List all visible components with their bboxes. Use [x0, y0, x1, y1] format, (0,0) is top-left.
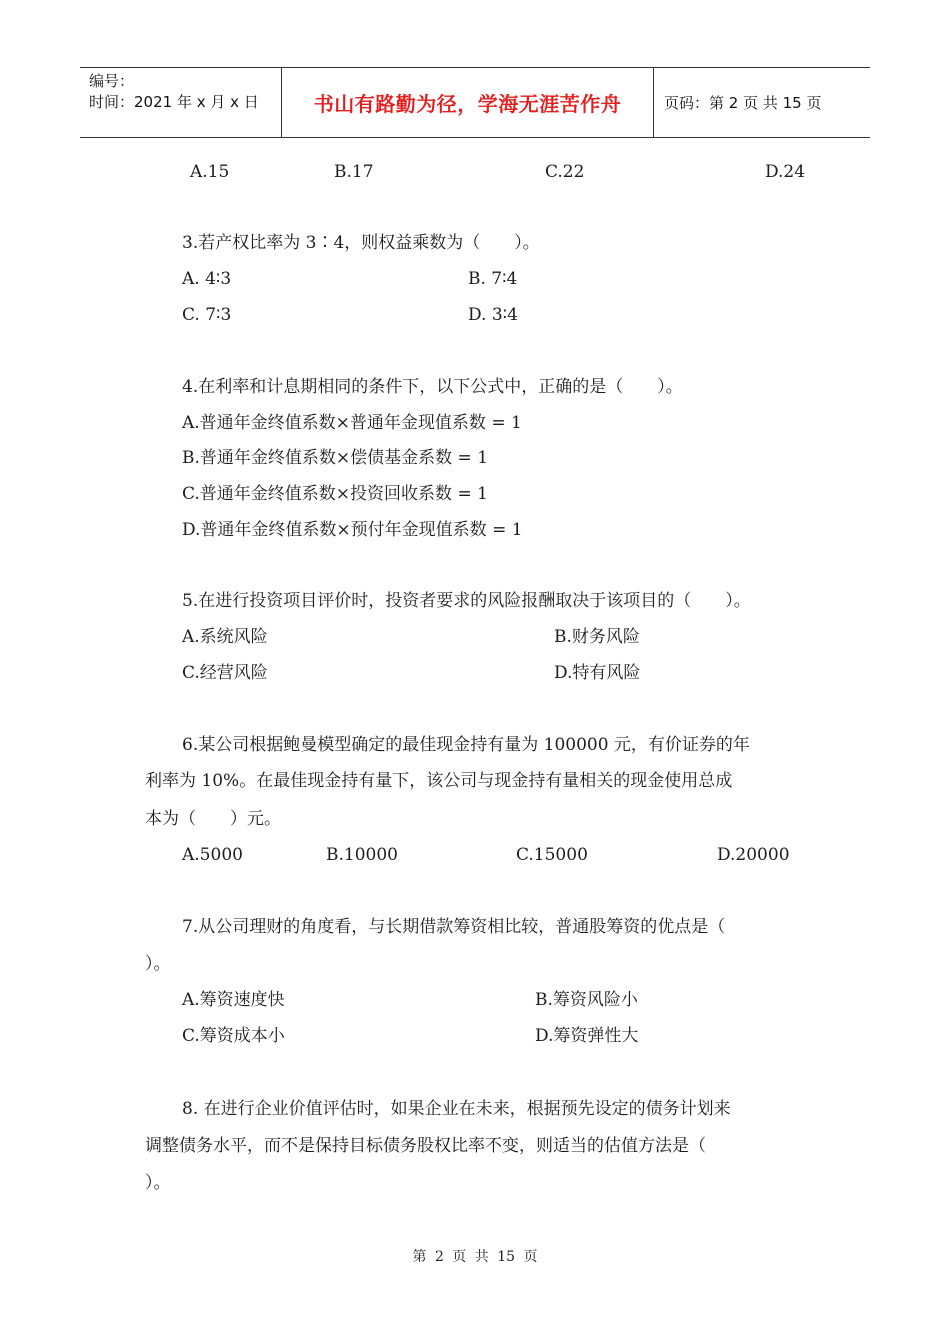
q4-stem: 4.在利率和计息期相同的条件下，以下公式中，正确的是（ ）。	[182, 377, 683, 397]
q7-option-a: A.筹资速度快	[182, 990, 285, 1010]
q4-option-b: B.普通年金终值系数×偿债基金系数 = 1	[182, 448, 489, 468]
q6-stem-line-2: 利率为 10%。在最佳现金持有量下，该公司与现金持有量相关的现金使用总成	[145, 771, 733, 791]
q8-stem-line-1: 8. 在进行企业价值评估时，如果企业在未来，根据预先设定的债务计划来	[182, 1099, 731, 1119]
page-footer: 第 2 页 共 15 页	[412, 1249, 538, 1265]
header-motto: 书山有路勤为径，学海无涯苦作舟	[313, 92, 622, 116]
header-time-label: 时间：2021 年 x 月 x 日	[89, 93, 259, 111]
header-motto-cell	[282, 68, 654, 137]
q8-stem-line-3: ）。	[145, 1173, 171, 1193]
q4-option-a: A.普通年金终值系数×普通年金现值系数 = 1	[182, 413, 522, 433]
header-number-label: 编号：	[89, 72, 135, 90]
q5-option-c: C.经营风险	[182, 663, 268, 683]
q3-option-c: C. 7∶3	[182, 305, 232, 325]
header-page-info-cell	[654, 68, 870, 137]
q6-option-a: A.5000	[182, 845, 243, 865]
q8-stem-line-2: 调整债务水平，而不是保持目标债务股权比率不变，则适当的估值方法是（	[145, 1136, 706, 1156]
q6-option-b: B.10000	[326, 845, 398, 865]
q5-stem: 5.在进行投资项目评价时，投资者要求的风险报酬取决于该项目的（ ）。	[182, 591, 751, 611]
header-page-info: 页码：第 2 页 共 15 页	[664, 94, 822, 112]
q3-option-a: A. 4∶3	[182, 269, 232, 289]
q2-option-b: B.17	[334, 162, 374, 182]
page-header	[80, 67, 870, 138]
q4-option-c: C.普通年金终值系数×投资回收系数 = 1	[182, 484, 488, 504]
q6-stem-line-1: 6.某公司根据鲍曼模型确定的最佳现金持有量为 100000 元，有价证券的年	[182, 735, 750, 755]
q2-option-a: A.15	[190, 162, 230, 182]
q3-option-d: D. 3∶4	[468, 305, 518, 325]
q6-stem-line-3: 本为（ ）元。	[145, 809, 281, 829]
q5-option-d: D.特有风险	[554, 663, 641, 683]
q4-option-d: D.普通年金终值系数×预付年金现值系数 = 1	[182, 520, 523, 540]
q7-option-b: B.筹资风险小	[535, 990, 638, 1010]
q6-option-c: C.15000	[516, 845, 588, 865]
q7-option-d: D.筹资弹性大	[535, 1026, 639, 1046]
q7-stem-line-1: 7.从公司理财的角度看，与长期借款筹资相比较，普通股筹资的优点是（	[182, 917, 726, 937]
q7-stem-line-2: ）。	[145, 954, 171, 974]
q3-stem: 3.若产权比率为 3∶4，则权益乘数为（ ）。	[182, 233, 540, 253]
q2-option-c: C.22	[545, 162, 585, 182]
q3-option-b: B. 7∶4	[468, 269, 518, 289]
q5-option-b: B.财务风险	[554, 627, 640, 647]
header-meta	[80, 68, 282, 137]
q6-option-d: D.20000	[717, 845, 790, 865]
q2-option-d: D.24	[765, 162, 806, 182]
q7-option-c: C.筹资成本小	[182, 1026, 285, 1046]
q5-option-a: A.系统风险	[182, 627, 268, 647]
